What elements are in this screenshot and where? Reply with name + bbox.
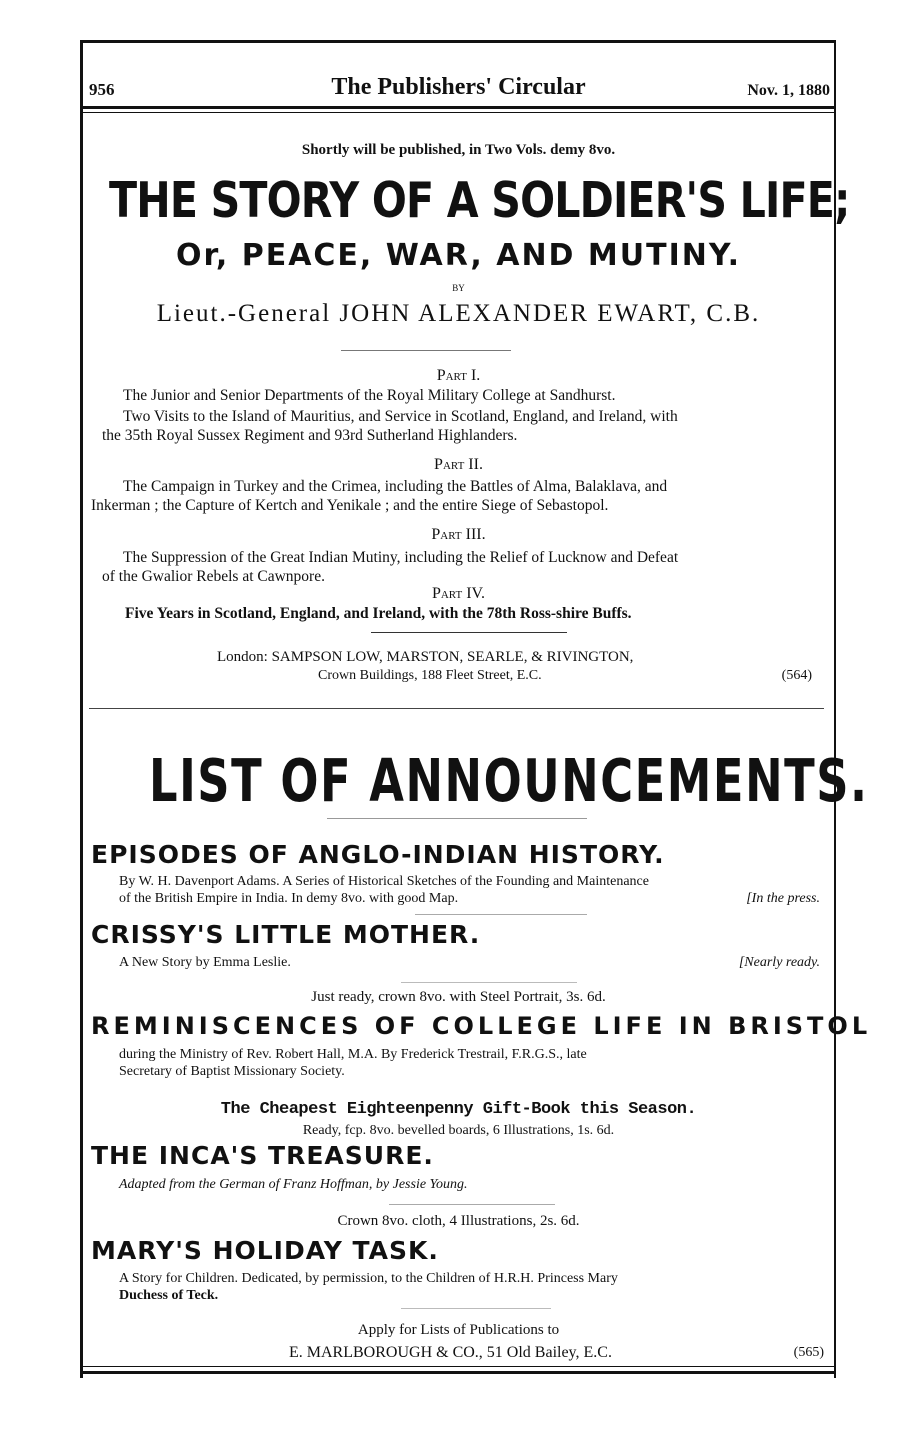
bottom-rule-thin xyxy=(83,1366,834,1367)
ad1-author: Lieut.-General JOHN ALEXANDER EWART, C.B. xyxy=(156,300,761,327)
journal-title: The Publishers' Circular xyxy=(331,74,586,100)
entry2-line1: A New Story by Emma Leslie. xyxy=(119,955,291,970)
ad1-part4-line1: Five Years in Scotland, England, and Ireland, with the 78th Ross-shire Buffs. xyxy=(125,605,632,622)
ad1-part1-heading: Part I. xyxy=(436,367,481,384)
header-rule-thick xyxy=(83,106,834,109)
ad1-by: BY xyxy=(452,283,465,293)
entry4-divider xyxy=(389,1204,555,1205)
page-number: 956 xyxy=(89,80,115,99)
entry2-divider xyxy=(401,982,577,983)
entry5-title: MARY'S HOLIDAY TASK. xyxy=(91,1236,439,1265)
ad1-part4-heading: Part IV. xyxy=(431,585,486,602)
ad2-footer-line2: E. MARLBOROUGH & CO., 51 Old Bailey, E.C. xyxy=(289,1344,612,1361)
ad1-part1-line2a: Two Visits to the Island of Mauritius, and Service in Scotland, England, and Ireland, with xyxy=(123,408,678,425)
ad1-divider-2 xyxy=(371,632,567,633)
ad1-publisher-line1: London: SAMPSON LOW, MARSTON, SEARLE, & RIVINGTON, xyxy=(217,649,634,665)
entry5-divider xyxy=(401,1308,551,1309)
entry5-pre: Crown 8vo. cloth, 4 Illustrations, 2s. 6d. xyxy=(337,1213,580,1229)
entry4-pre: The Cheapest Eighteenpenny Gift-Book this Season. xyxy=(220,1100,697,1119)
ad1-part2-line1b: Inkerman ; the Capture of Kertch and Yenikale ; and the entire Siege of Sebastopol. xyxy=(91,497,609,514)
ad1-part3-line1a: The Suppression of the Great Indian Mutiny, including the Relief of Lucknow and Defeat xyxy=(123,549,679,566)
entry1-line2: of the British Empire in India. In demy 8vo. with good Map. xyxy=(119,891,459,906)
ad2-footer-line1: Apply for Lists of Publications to xyxy=(357,1322,560,1338)
top-border xyxy=(80,40,836,43)
entry3-line1: during the Ministry of Rev. Robert Hall, M.A. By Frederick Trestrail, F.R.G.S., late xyxy=(119,1047,587,1062)
ad-separator xyxy=(89,708,824,709)
entry2-title: CRISSY'S LITTLE MOTHER. xyxy=(91,920,481,949)
ad1-publisher-line2: Crown Buildings, 188 Fleet Street, E.C. xyxy=(318,668,542,683)
issue-date: Nov. 1, 1880 xyxy=(747,82,830,99)
header-rule-thin xyxy=(83,112,834,113)
ad1-part2-line1a: The Campaign in Turkey and the Crimea, including the Battles of Alma, Balaklava, and xyxy=(123,478,668,495)
ad1-part3-heading: Part III. xyxy=(431,526,486,543)
ad1-part3-line1b: of the Gwalior Rebels at Cawnpore. xyxy=(102,568,325,585)
ad1-part1-line1: The Junior and Senior Departments of the Royal Military College at Sandhurst. xyxy=(123,387,616,404)
entry5-line2: Duchess of Teck. xyxy=(119,1288,219,1303)
ad1-number: (564) xyxy=(781,668,812,683)
ad1-divider-1 xyxy=(341,350,511,351)
ad2-number: (565) xyxy=(793,1345,824,1360)
entry3-title: REMINISCENCES OF COLLEGE LIFE IN BRISTOL xyxy=(91,1012,872,1040)
bottom-border xyxy=(80,1371,836,1374)
ad1-part2-heading: Part II. xyxy=(434,456,483,473)
entry2-status: [Nearly ready. xyxy=(738,955,820,970)
ad1-title: THE STORY OF A SOLDIER'S LIFE; xyxy=(109,172,850,229)
ad1-part1-line2b: the 35th Royal Sussex Regiment and 93rd Sutherland Highlanders. xyxy=(102,427,518,444)
page-frame xyxy=(80,40,872,1378)
entry1-line1: By W. H. Davenport Adams. A Series of Historical Sketches of the Founding and Maintenance xyxy=(119,874,649,889)
entry1-title: EPISODES OF ANGLO-INDIAN HISTORY. xyxy=(91,840,665,869)
entry5-line1: A Story for Children. Dedicated, by permission, to the Children of H.R.H. Princess Mary xyxy=(119,1271,618,1286)
entry1-divider xyxy=(415,914,587,915)
ad2-title: LIST OF ANNOUNCEMENTS. xyxy=(149,746,869,815)
ad1-subtitle: Or, PEACE, WAR, AND MUTINY. xyxy=(175,238,741,273)
entry1-status: [In the press. xyxy=(746,891,820,906)
entry4-pre2: Ready, fcp. 8vo. bevelled boards, 6 Illustrations, 1s. 6d. xyxy=(302,1123,615,1138)
ad1-intro: Shortly will be published, in Two Vols. demy 8vo. xyxy=(301,142,616,158)
entry4-title: THE INCA'S TREASURE. xyxy=(91,1141,434,1170)
entry3-pre: Just ready, crown 8vo. with Steel Portrait, 3s. 6d. xyxy=(311,989,606,1005)
entry3-line2: Secretary of Baptist Missionary Society. xyxy=(119,1064,345,1079)
ad2-divider-0 xyxy=(327,818,587,819)
entry4-line1: Adapted from the German of Franz Hoffman, by Jessie Young. xyxy=(119,1177,468,1192)
